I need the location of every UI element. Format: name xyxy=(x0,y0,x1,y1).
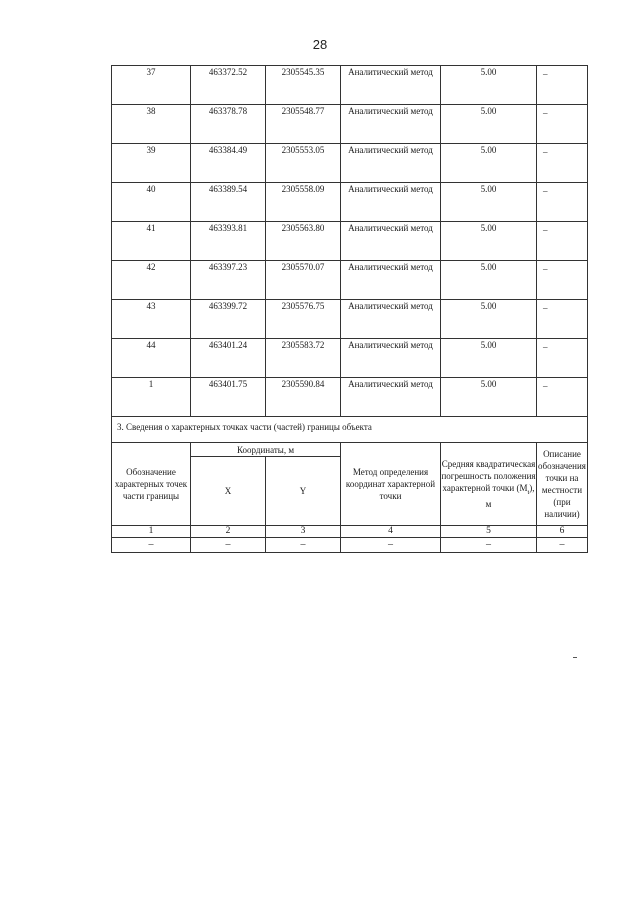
y-coordinate-cell: 2305576.75 xyxy=(266,300,341,339)
description-cell: – xyxy=(537,222,588,261)
point-id-cell: 37 xyxy=(112,66,191,105)
header-mean-square-error xyxy=(441,443,537,526)
empty-cell-4: – xyxy=(341,538,441,553)
empty-cell-6: – xyxy=(537,538,588,553)
header-description: Описание обозначения точки на местности (при наличии) xyxy=(537,443,588,526)
method-cell: Аналитический метод xyxy=(341,222,441,261)
empty-cell-2: – xyxy=(191,538,266,553)
header-x: X xyxy=(191,457,266,526)
table-row xyxy=(112,66,588,105)
x-coordinate-cell: 463401.24 xyxy=(191,339,266,378)
point-id-cell: 42 xyxy=(112,261,191,300)
method-cell: Аналитический метод xyxy=(341,66,441,105)
table-row xyxy=(112,144,588,183)
description-cell: – xyxy=(537,339,588,378)
method-cell: Аналитический метод xyxy=(341,261,441,300)
boundary-points-table xyxy=(111,65,588,553)
empty-cell-5: – xyxy=(441,538,537,553)
table-row xyxy=(112,222,588,261)
method-cell: Аналитический метод xyxy=(341,378,441,417)
error-cell: 5.00 xyxy=(441,66,537,105)
method-cell: Аналитический метод xyxy=(341,339,441,378)
point-id-cell: 38 xyxy=(112,105,191,144)
header-error-text: Средняя квадратическая погрешность положения характерной точки (M xyxy=(441,458,536,493)
method-cell: Аналитический метод xyxy=(341,144,441,183)
scan-mark xyxy=(573,657,577,658)
page-number: 28 xyxy=(312,37,328,52)
column-number-3: 3 xyxy=(266,526,341,538)
point-id-cell: 44 xyxy=(112,339,191,378)
method-cell: Аналитический метод xyxy=(341,183,441,222)
table-row xyxy=(112,339,588,378)
column-number-1: 1 xyxy=(112,526,191,538)
x-coordinate-cell: 463378.78 xyxy=(191,105,266,144)
header-error-subscript: t xyxy=(527,488,530,496)
column-number-5: 5 xyxy=(441,526,537,538)
description-cell: – xyxy=(537,144,588,183)
y-coordinate-cell: 2305553.05 xyxy=(266,144,341,183)
description-cell: – xyxy=(537,183,588,222)
x-coordinate-cell: 463393.81 xyxy=(191,222,266,261)
x-coordinate-cell: 463397.23 xyxy=(191,261,266,300)
header-coordinates: Координаты, м xyxy=(191,443,341,457)
section-3-title: 3. Сведения о характерных точках части (частей) границы объекта xyxy=(112,417,588,443)
y-coordinate-cell: 2305548.77 xyxy=(266,105,341,144)
empty-cell-3: – xyxy=(266,538,341,553)
x-coordinate-cell: 463372.52 xyxy=(191,66,266,105)
description-cell: – xyxy=(537,66,588,105)
table-row xyxy=(112,105,588,144)
table-row xyxy=(112,261,588,300)
column-number-6: 6 xyxy=(537,526,588,538)
empty-cell-1: – xyxy=(112,538,191,553)
y-coordinate-cell: 2305545.35 xyxy=(266,66,341,105)
description-cell: – xyxy=(537,105,588,144)
y-coordinate-cell: 2305558.09 xyxy=(266,183,341,222)
point-id-cell: 1 xyxy=(112,378,191,417)
point-id-cell: 40 xyxy=(112,183,191,222)
error-cell: 5.00 xyxy=(441,300,537,339)
error-cell: 5.00 xyxy=(441,378,537,417)
method-cell: Аналитический метод xyxy=(341,105,441,144)
x-coordinate-cell: 463384.49 xyxy=(191,144,266,183)
header-error-unit: ), м xyxy=(485,482,535,510)
header-method: Метод определения координат характерной точки xyxy=(341,443,441,526)
point-id-cell: 43 xyxy=(112,300,191,339)
error-cell: 5.00 xyxy=(441,261,537,300)
table-row xyxy=(112,300,588,339)
y-coordinate-cell: 2305590.84 xyxy=(266,378,341,417)
table-row xyxy=(112,183,588,222)
error-cell: 5.00 xyxy=(441,183,537,222)
column-number-4: 4 xyxy=(341,526,441,538)
x-coordinate-cell: 463399.72 xyxy=(191,300,266,339)
point-id-cell: 41 xyxy=(112,222,191,261)
error-cell: 5.00 xyxy=(441,339,537,378)
point-id-cell: 39 xyxy=(112,144,191,183)
description-cell: – xyxy=(537,378,588,417)
y-coordinate-cell: 2305570.07 xyxy=(266,261,341,300)
description-cell: – xyxy=(537,300,588,339)
error-cell: 5.00 xyxy=(441,144,537,183)
description-cell: – xyxy=(537,261,588,300)
method-cell: Аналитический метод xyxy=(341,300,441,339)
x-coordinate-cell: 463401.75 xyxy=(191,378,266,417)
x-coordinate-cell: 463389.54 xyxy=(191,183,266,222)
table-row xyxy=(112,378,588,417)
column-number-2: 2 xyxy=(191,526,266,538)
error-cell: 5.00 xyxy=(441,222,537,261)
y-coordinate-cell: 2305563.80 xyxy=(266,222,341,261)
points-table-body xyxy=(112,66,588,417)
y-coordinate-cell: 2305583.72 xyxy=(266,339,341,378)
error-cell: 5.00 xyxy=(441,105,537,144)
header-y: Y xyxy=(266,457,341,526)
header-designation: Обозначение характерных точек части границы xyxy=(112,443,191,526)
